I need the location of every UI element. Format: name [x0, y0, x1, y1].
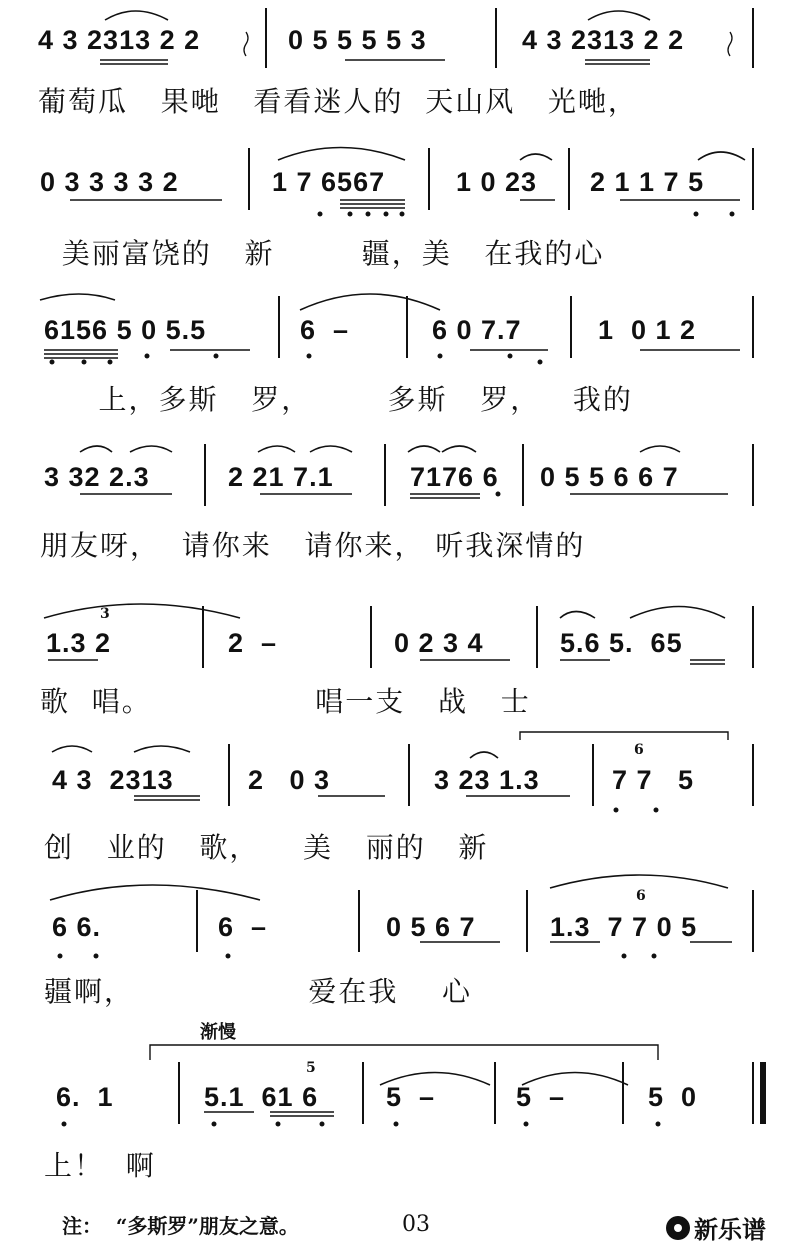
measure-notes: 2 0 3 — [248, 765, 331, 795]
measure-notes: 6 0 7.7 — [432, 315, 522, 345]
lyric-line: 葡萄瓜 果哋 看看迷人的 天山风 光哋， — [38, 85, 638, 118]
measure-notes: 6 6. — [52, 912, 102, 942]
grace-note: 5 — [306, 1060, 316, 1076]
measure-notes: 5 0 — [648, 1082, 698, 1112]
measure-notes: 4 3 2313 — [52, 765, 174, 795]
measure-notes: 0 5 5 5 5 3 — [288, 25, 427, 55]
grace-note: 3 — [100, 606, 110, 622]
measure-notes: 2 – — [228, 628, 278, 658]
measure-notes: 6 – — [218, 912, 268, 942]
measure-notes: 6156 5 0 5.5 — [44, 315, 207, 345]
lyric-line: 上！ 啊 — [44, 1149, 156, 1182]
measure-notes: 1.3 2 — [46, 628, 112, 658]
measure-notes: 2 1 1 7 5 — [590, 167, 705, 197]
grace-note: 6 — [634, 742, 644, 758]
lyric-line: 朋友呀， 请你来 请你来， 听我深情的 — [40, 529, 586, 562]
measure-notes: 0 3 3 3 3 2 — [40, 167, 179, 197]
music-disc-icon — [666, 1216, 690, 1240]
measure-notes: 6 – — [300, 315, 350, 345]
measure-notes: 1 0 1 2 — [598, 315, 697, 345]
lyric-line: 美丽富饶的 新 疆，美 在我的心 — [40, 237, 605, 270]
measure-notes: 5.6 5. 65 — [560, 628, 683, 658]
lyric-line: 上，多斯 罗， 多斯 罗， 我的 — [44, 383, 633, 416]
lyric-line: 歌 唱。 唱一支 战 士 — [40, 685, 531, 718]
site-logo — [666, 1210, 766, 1245]
measure-notes: 7176 6 — [410, 462, 499, 492]
logo-text: 新乐谱 — [694, 1216, 766, 1244]
lyric-line: 创 业的 歌， 美 丽的 新 — [44, 831, 489, 864]
measure-notes: 2 21 7.1 — [228, 462, 334, 492]
measure-notes: 1 0 23 — [456, 167, 538, 197]
measure-notes: 4 3 2313 2 2 — [522, 25, 685, 55]
footnote: 注： “多斯罗”朋友之意。 — [62, 1214, 299, 1238]
measure-notes: 5 – — [386, 1082, 436, 1112]
measure-notes: 1 7 6567 — [272, 167, 386, 197]
measure-notes: 5.1 61 6 — [204, 1082, 319, 1112]
measure-notes: 3 32 2.3 — [44, 462, 150, 492]
measure-notes: 7 7 5 — [612, 765, 695, 795]
tempo-marking: 渐慢 — [200, 1022, 236, 1043]
measure-notes: 0 5 5 6 6 7 — [540, 462, 679, 492]
measure-notes: 0 5 6 7 — [386, 912, 476, 942]
measure-notes: 5 – — [516, 1082, 566, 1112]
measure-notes: 6. 1 — [56, 1082, 114, 1112]
lyric-line: 疆啊， 爱在我 心 — [44, 975, 473, 1008]
measure-notes: 3 23 1.3 — [434, 765, 540, 795]
measure-notes: 1.3 7 7 0 5 — [550, 912, 698, 942]
measure-notes: 4 3 2313 2 2 — [38, 25, 201, 55]
measure-notes: 0 2 3 4 — [394, 628, 484, 658]
grace-note: 6 — [636, 888, 646, 904]
page-number: 03 — [402, 1212, 430, 1237]
